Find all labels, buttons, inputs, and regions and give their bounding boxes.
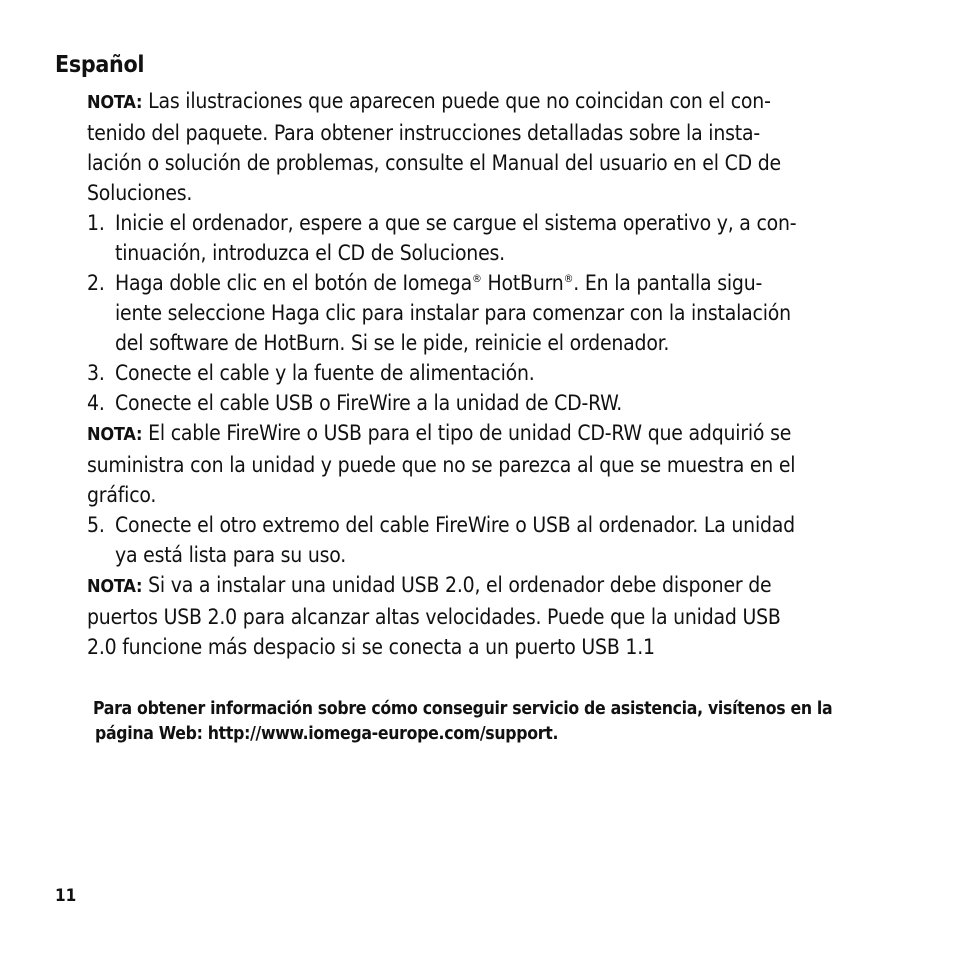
step-number: 1.: [87, 211, 105, 235]
page-number: 11: [55, 886, 77, 906]
note-1-line: Soluciones.: [87, 181, 193, 205]
step-line: [115, 268, 902, 298]
note-2-text: El cable FireWire o USB para el tipo de unidad CD-RW que adquirió se: [148, 421, 792, 445]
note-1: [87, 86, 902, 208]
note-label: NOTA:: [87, 424, 143, 445]
step-line: Conecte el cable y la fuente de alimentación.: [115, 361, 535, 385]
note-3-line: 2.0 funcione más despacio si se conecta a un puerto USB 1.1: [87, 635, 655, 659]
support-line: Para obtener información sobre cómo conseguir servicio de asistencia, visítenos en la: [93, 699, 833, 719]
step-2-part: Haga doble clic en el botón de Iomega: [115, 271, 472, 295]
step-line: ya está lista para su uso.: [115, 543, 347, 567]
note-2: [87, 418, 902, 510]
instructions-content: [87, 86, 902, 662]
note-1-line: [87, 86, 902, 118]
step-4: [87, 388, 902, 418]
note-3-line: puertos USB 2.0 para alcanzar altas velocidades. Puede que la unidad USB: [87, 605, 781, 629]
step-text: [115, 358, 902, 388]
step-number: 4.: [87, 391, 105, 415]
note-2-line: suministra con la unidad y puede que no se parezca al que se muestra en el: [87, 453, 796, 477]
note-label: NOTA:: [87, 576, 143, 597]
note-3-line: [87, 570, 902, 602]
step-line: iente seleccione Haga clic para instalar para comenzar con la instalación: [115, 301, 791, 325]
step-line: Inicie el ordenador, espere a que se cargue el sistema operativo y, a con-: [115, 211, 797, 235]
step-line: Conecte el otro extremo del cable FireWire o USB al ordenador. La unidad: [115, 513, 795, 537]
note-3-text: Si va a instalar una unidad USB 2.0, el ordenador debe disponer de: [148, 573, 772, 597]
note-label: NOTA:: [87, 92, 143, 113]
step-line: tinuación, introduzca el CD de Soluciones.: [115, 241, 505, 265]
note-1-line: tenido del paquete. Para obtener instrucciones detalladas sobre la insta-: [87, 121, 760, 145]
steps-list-continued: [87, 510, 902, 570]
step-number: 5.: [87, 513, 105, 537]
step-2-part: HotBurn: [481, 271, 564, 295]
note-2-line: [87, 418, 902, 450]
step-5: [87, 510, 902, 570]
note-1-line: lación o solución de problemas, consulte el Manual del usuario en el CD de: [87, 151, 781, 175]
step-2-part: . En la pantalla sigu-: [573, 271, 763, 295]
step-3: [87, 358, 902, 388]
note-2-line: gráfico.: [87, 483, 157, 507]
support-line: página Web: http://www.iomega-europe.com/support.: [95, 724, 559, 744]
step-number: 2.: [87, 271, 105, 295]
step-line: Conecte el cable USB o FireWire a la unidad de CD-RW.: [115, 391, 623, 415]
registered-mark: ®: [471, 272, 482, 285]
step-1: [87, 208, 902, 268]
support-info: [93, 697, 908, 747]
step-text: [115, 388, 902, 418]
section-heading: Español: [55, 52, 145, 78]
steps-list: [87, 208, 902, 418]
step-2: [87, 268, 902, 358]
step-text: [115, 268, 902, 358]
step-text: [115, 510, 902, 570]
registered-mark: ®: [563, 272, 574, 285]
step-line: del software de HotBurn. Si se le pide, reinicie el ordenador.: [115, 331, 670, 355]
step-number: 3.: [87, 361, 105, 385]
note-3: [87, 570, 902, 662]
step-text: [115, 208, 902, 268]
note-1-text: Las ilustraciones que aparecen puede que no coincidan con el con-: [148, 89, 771, 113]
